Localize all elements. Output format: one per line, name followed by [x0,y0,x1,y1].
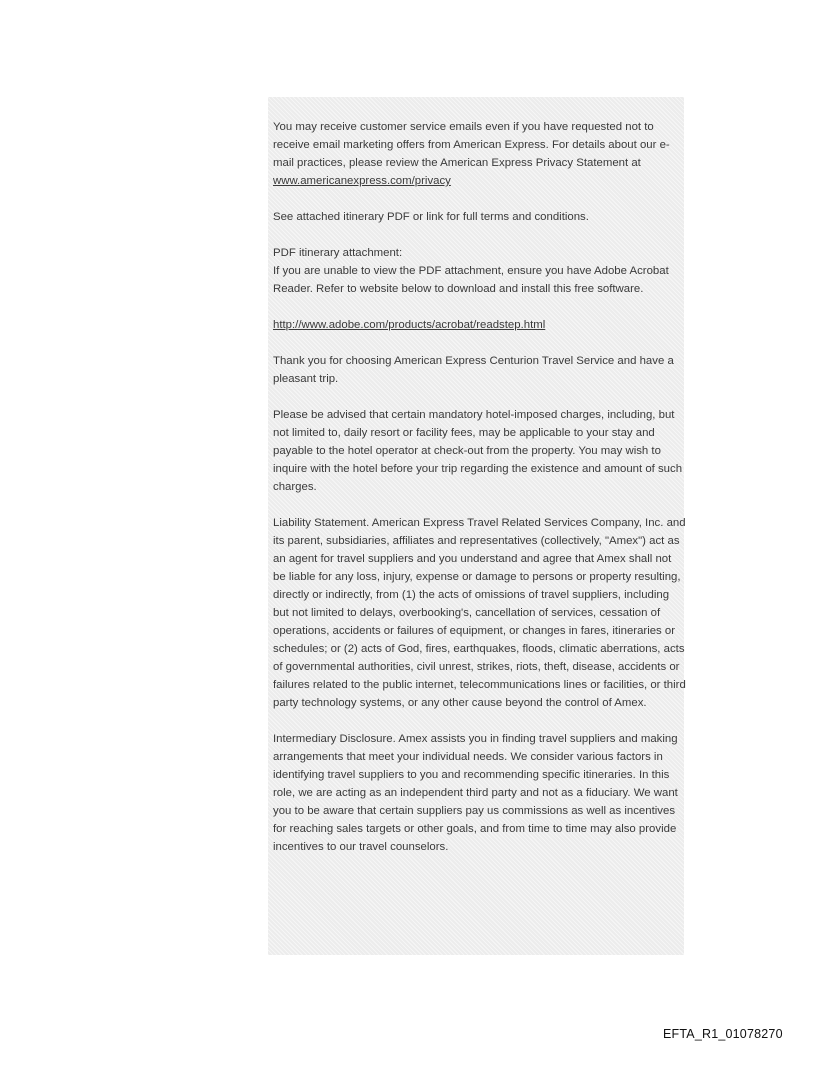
hotel-charges-paragraph: Please be advised that certain mandatory hotel-imposed charges, including, but not limited to, daily resort or facility fees, may be applicable to your stay and payable to the hotel operator at check-out from the property. You may wish to inquire with the hotel before your trip regarding the existence and amount of such charges. [273,409,683,493]
adobe-link-paragraph [273,316,687,334]
pdf-attachment-heading: PDF itinerary attachment: [273,247,403,259]
privacy-text: You may receive customer service emails even if you have requested not to receive email marketing offers from American Express. For details about our e-mail practices, please review the American Express Privacy Statement at [273,121,670,169]
pdf-attachment-paragraph [273,244,687,298]
pdf-attachment-body: If you are unable to view the PDF attachment, ensure you have Adobe Acrobat Reader. Refer to website below to download and install this free software. [273,265,669,295]
thank-you-paragraph: Thank you for choosing American Express Centurion Travel Service and have a pleasant trip. [273,355,674,385]
itinerary-terms-paragraph: See attached itinerary PDF or link for full terms and conditions. [273,211,589,223]
privacy-paragraph [273,118,687,190]
adobe-link[interactable]: http://www.adobe.com/products/acrobat/readstep.html [273,319,546,331]
liability-statement-paragraph: Liability Statement. American Express Travel Related Services Company, Inc. and its parent, subsidiaries, affiliates and representatives (collectively, "Amex") act as an agent for travel suppliers and you understand and agree that Amex shall not be liable for any loss, injury, expense or damage to persons or property resulting, directly or indirectly, from (1) the acts of omissions of travel suppliers, including but not limited to delays, overbooking's, cancellation of services, cessation of operations, accidents or failures of equipment, or changes in fares, itineraries or schedules; or (2) acts of God, fires, earthquakes, floods, climatic aberrations, acts of governmental authorities, civil unrest, strikes, riots, theft, disease, accidents or failures related to the public internet, telecommunications lines or facilities, or third party technology systems, or any other cause beyond the control of Amex. [273,517,686,709]
intermediary-disclosure-paragraph: Intermediary Disclosure. Amex assists you in finding travel suppliers and making arrangements that meet your individual needs. We consider various factors in identifying travel suppliers to you and recommending specific itineraries. In this role, we are acting as an independent third party and not as a fiduciary. We want you to be aware that certain suppliers pay us commissions as well as incentives for reaching sales targets or other goals, and from time to time may also provide incentives to our travel counselors. [273,733,678,853]
privacy-link[interactable]: www.americanexpress.com/privacy [273,175,451,187]
document-id: EFTA_R1_01078270 [663,1027,783,1041]
email-body [273,118,687,874]
